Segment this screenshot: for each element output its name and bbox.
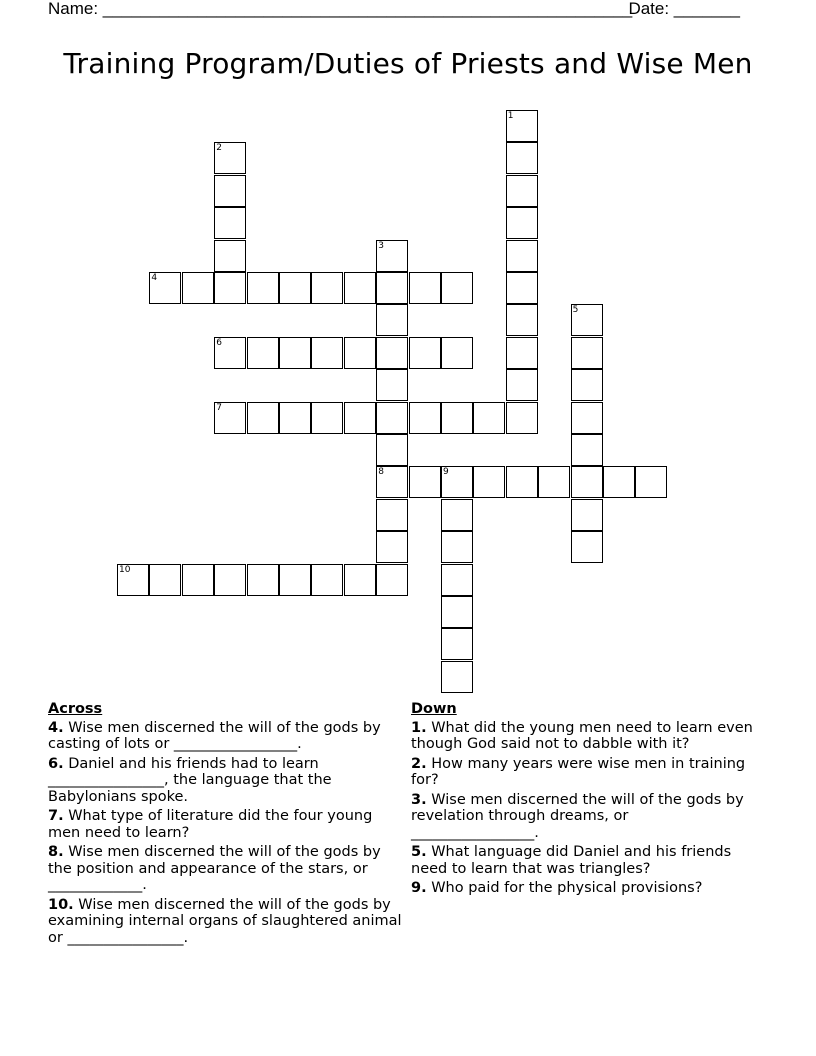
crossword-cell[interactable] xyxy=(441,499,473,531)
clue-number: 9. xyxy=(411,880,427,896)
clue-number: 6. xyxy=(48,755,64,772)
crossword-cell[interactable] xyxy=(279,272,311,304)
crossword-cell[interactable] xyxy=(214,564,246,596)
cell-number: 4 xyxy=(151,273,158,283)
crossword-cell[interactable] xyxy=(149,272,181,304)
crossword-cell[interactable] xyxy=(376,304,408,336)
cell-number: 5 xyxy=(572,305,579,316)
crossword-cell[interactable] xyxy=(409,466,441,498)
crossword-cell[interactable] xyxy=(117,564,149,596)
crossword-cell[interactable] xyxy=(214,207,246,239)
crossword-cell[interactable] xyxy=(214,240,246,272)
crossword-cell[interactable] xyxy=(571,466,603,498)
clue-text: What type of literature did the four young men need to learn? xyxy=(48,808,373,841)
crossword-cell[interactable] xyxy=(247,272,279,304)
crossword-cell[interactable] xyxy=(571,337,603,369)
down-clue-3 xyxy=(411,792,756,842)
cell-number: 8 xyxy=(378,467,384,478)
clue-text: What did the young men need to learn even though God said not to dabble with it? xyxy=(411,719,753,752)
across-clue-8 xyxy=(48,844,403,894)
crossword-cell[interactable] xyxy=(376,466,408,498)
clue-text: What language did Daniel and his friends need to learn that was triangles? xyxy=(411,844,732,877)
crossword-cell[interactable] xyxy=(279,564,311,596)
clue-number: 5. xyxy=(411,844,427,860)
cell-number: 2 xyxy=(216,143,222,154)
crossword-cell[interactable] xyxy=(376,402,408,434)
crossword-cell[interactable] xyxy=(506,142,538,174)
cell-number: 10 xyxy=(119,564,131,575)
crossword-cell[interactable] xyxy=(214,337,246,369)
date-field-label[interactable]: Date: _______ xyxy=(628,0,740,18)
crossword-cell[interactable] xyxy=(441,272,473,304)
cell-number: 7 xyxy=(216,402,222,413)
crossword-cell[interactable] xyxy=(182,272,214,304)
crossword-cell[interactable] xyxy=(571,369,603,401)
crossword-cell[interactable] xyxy=(279,402,311,434)
clue-number: 7. xyxy=(48,808,64,824)
crossword-cell[interactable] xyxy=(344,337,376,369)
cell-number: 1 xyxy=(507,111,514,121)
crossword-cell[interactable] xyxy=(506,110,538,142)
crossword-cell[interactable] xyxy=(571,434,603,466)
crossword-cell[interactable] xyxy=(311,564,343,596)
crossword-cell[interactable] xyxy=(603,466,635,498)
page-title: Training Program/Duties of Priests and Wise Men xyxy=(63,47,753,80)
crossword-cell[interactable] xyxy=(376,564,408,596)
crossword-cell[interactable] xyxy=(247,402,279,434)
cell-number: 9 xyxy=(443,467,449,478)
cell-number: 3 xyxy=(378,240,384,251)
across-clue-6 xyxy=(48,756,403,806)
clue-number: 8. xyxy=(48,844,64,860)
crossword-cell[interactable] xyxy=(506,304,538,336)
crossword-cell[interactable] xyxy=(376,531,408,563)
crossword-cell[interactable] xyxy=(409,272,441,304)
across-clues xyxy=(48,701,403,949)
across-clue-10 xyxy=(48,897,403,947)
crossword-cell[interactable] xyxy=(376,240,408,272)
crossword-cell[interactable] xyxy=(506,207,538,239)
crossword-cell[interactable] xyxy=(214,142,246,174)
clue-number: 3. xyxy=(411,791,427,808)
clue-text: Wise men discerned the will of the gods by the position and appearance of the stars, or _____________. xyxy=(48,844,381,893)
across-heading: Across xyxy=(48,701,103,717)
crossword-cell[interactable] xyxy=(409,402,441,434)
clue-number: 4. xyxy=(48,719,64,736)
crossword-cell[interactable] xyxy=(635,466,667,498)
name-field-label[interactable]: Name: ________________________________________________________ xyxy=(48,0,633,18)
crossword-cell[interactable] xyxy=(376,272,408,304)
crossword-cell[interactable] xyxy=(506,337,538,369)
crossword-cell[interactable] xyxy=(441,596,473,628)
crossword-cell[interactable] xyxy=(441,337,473,369)
down-clue-9 xyxy=(411,880,756,897)
cell-number: 6 xyxy=(216,337,222,348)
down-clue-1 xyxy=(411,720,756,753)
across-clue-4 xyxy=(48,720,403,753)
crossword-cell[interactable] xyxy=(344,564,376,596)
crossword-cell[interactable] xyxy=(506,466,538,498)
clue-text: Wise men discerned the will of the gods by examining internal organs of slaughtered animal or ________________. xyxy=(48,896,402,946)
crossword-cell[interactable] xyxy=(571,531,603,563)
crossword-cell[interactable] xyxy=(311,402,343,434)
crossword-cell[interactable] xyxy=(376,369,408,401)
down-clue-5 xyxy=(411,844,756,877)
across-clue-7 xyxy=(48,808,403,841)
crossword-cell[interactable] xyxy=(506,175,538,207)
crossword-cell[interactable] xyxy=(506,402,538,434)
crossword-cell[interactable] xyxy=(149,564,181,596)
crossword-cell[interactable] xyxy=(473,402,505,434)
crossword-cell[interactable] xyxy=(441,466,473,498)
clue-text: Wise men discerned the will of the gods by revelation through dreams, or _________________. xyxy=(411,791,744,841)
crossword-cell[interactable] xyxy=(473,466,505,498)
crossword-cell[interactable] xyxy=(311,337,343,369)
crossword-cell[interactable] xyxy=(376,434,408,466)
crossword-cell[interactable] xyxy=(344,272,376,304)
down-clue-2 xyxy=(411,756,756,789)
clue-text: Who paid for the physical provisions? xyxy=(431,880,703,896)
crossword-cell[interactable] xyxy=(441,531,473,563)
crossword-cell[interactable] xyxy=(214,402,246,434)
clue-text: How many years were wise men in training for? xyxy=(411,755,746,788)
crossword-cell[interactable] xyxy=(344,402,376,434)
crossword-cell[interactable] xyxy=(538,466,570,498)
crossword-cell[interactable] xyxy=(571,402,603,434)
clue-number: 2. xyxy=(411,755,427,772)
crossword-cell[interactable] xyxy=(214,175,246,207)
clue-number: 10. xyxy=(48,896,74,913)
crossword-cell[interactable] xyxy=(441,628,473,660)
clue-text: Wise men discerned the will of the gods by casting of lots or _________________. xyxy=(48,719,381,752)
crossword-cell[interactable] xyxy=(409,337,441,369)
crossword-cell[interactable] xyxy=(441,402,473,434)
clue-number: 1. xyxy=(411,719,427,736)
crossword-cell[interactable] xyxy=(441,661,473,693)
crossword-cell[interactable] xyxy=(247,337,279,369)
down-heading: Down xyxy=(411,701,457,717)
crossword-cell[interactable] xyxy=(506,369,538,401)
clue-text: Daniel and his friends had to learn ________________, the language that the Babylonians spoke. xyxy=(48,755,332,805)
crossword-cell[interactable] xyxy=(571,304,603,336)
crossword-cell[interactable] xyxy=(311,272,343,304)
crossword-cell[interactable] xyxy=(279,337,311,369)
crossword-cell[interactable] xyxy=(376,337,408,369)
crossword-cell[interactable] xyxy=(571,499,603,531)
crossword-cell[interactable] xyxy=(441,564,473,596)
crossword-cell[interactable] xyxy=(214,272,246,304)
crossword-cell[interactable] xyxy=(506,272,538,304)
down-clues xyxy=(411,701,756,900)
crossword-cell[interactable] xyxy=(247,564,279,596)
crossword-cell[interactable] xyxy=(182,564,214,596)
crossword-cell[interactable] xyxy=(376,499,408,531)
crossword-cell[interactable] xyxy=(506,240,538,272)
